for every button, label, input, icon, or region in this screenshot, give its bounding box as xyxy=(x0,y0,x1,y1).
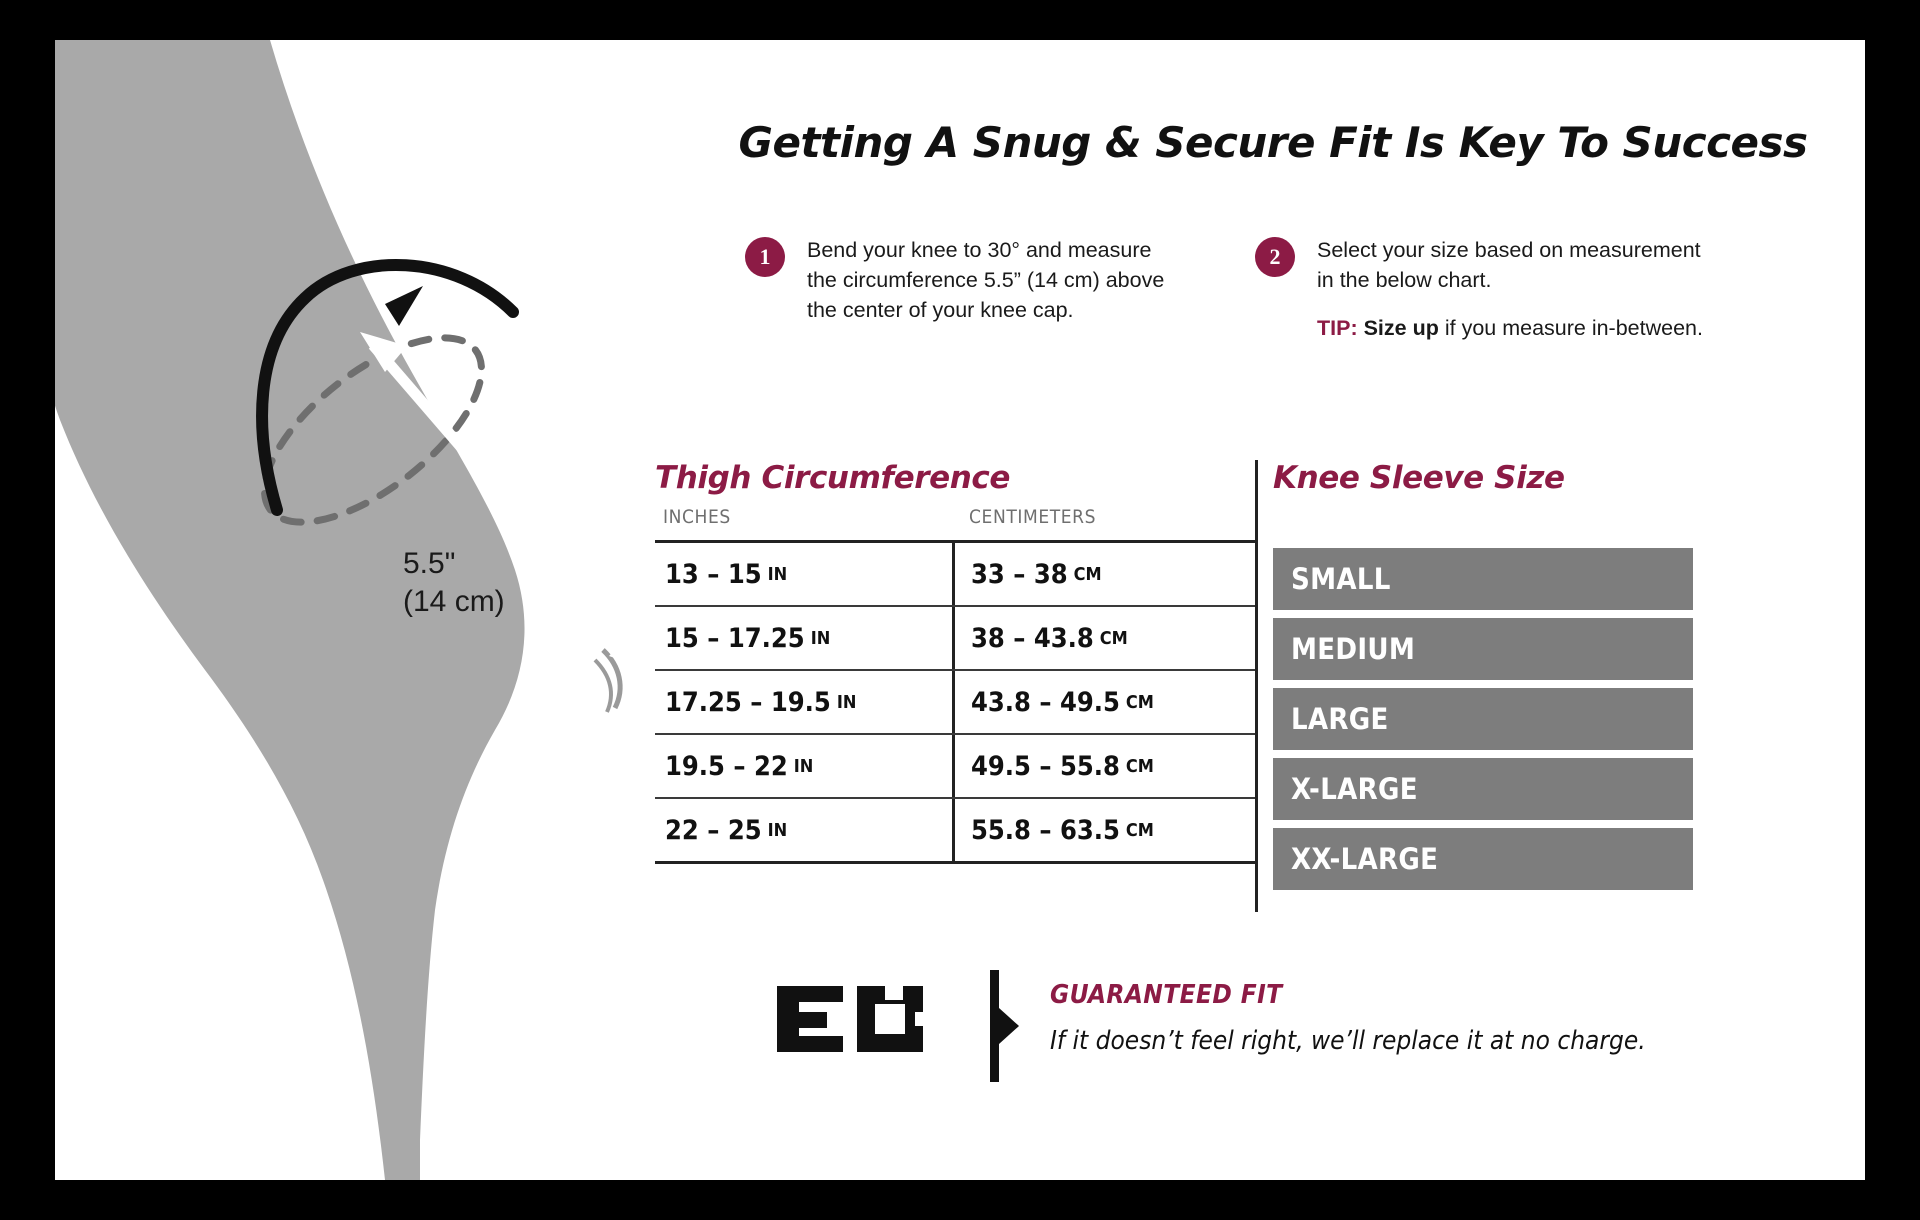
table-row xyxy=(655,735,1255,799)
knee-sleeve-size-title: Knee Sleeve Size xyxy=(1273,460,1565,496)
cell-inches-unit: IN xyxy=(810,627,831,649)
tip-rest: if you measure in-between. xyxy=(1444,316,1703,340)
cell-cm xyxy=(955,799,1255,861)
thigh-circumference-table xyxy=(655,460,1255,864)
page-title: Getting A Snug & Secure Fit Is Key To Success xyxy=(738,118,1808,167)
offset-callout-inches: 5.5" xyxy=(403,547,456,580)
knee-sleeve-size-table xyxy=(1273,460,1693,890)
cell-inches-unit: IN xyxy=(793,755,814,777)
step-2 xyxy=(1255,235,1715,343)
size-row-large xyxy=(1273,688,1693,750)
cell-cm xyxy=(955,607,1255,669)
kneecap-contour-2 xyxy=(595,660,611,712)
cell-inches-value: 13 – 15 xyxy=(665,558,762,590)
cell-cm-unit: CM xyxy=(1125,755,1154,777)
leg-diagram-svg xyxy=(55,40,675,1180)
cell-inches-unit: IN xyxy=(836,691,857,713)
tip-bold: Size up xyxy=(1363,316,1439,340)
measure-tape-arrowhead xyxy=(385,286,423,326)
footer-arrow-icon xyxy=(999,1008,1019,1044)
cell-cm xyxy=(955,543,1255,605)
cell-inches xyxy=(655,799,955,861)
size-label: XX-LARGE xyxy=(1291,842,1439,876)
cell-inches-value: 19.5 – 22 xyxy=(665,750,788,782)
size-row-medium xyxy=(1273,618,1693,680)
step-1-text: Bend your knee to 30° and measure the circumference 5.5” (14 cm) above the center of your knee cap. xyxy=(807,238,1165,322)
cell-inches-value: 17.25 – 19.5 xyxy=(665,686,831,718)
cell-inches-value: 22 – 25 xyxy=(665,814,762,846)
cell-cm-value: 55.8 – 63.5 xyxy=(971,814,1120,846)
size-row-small xyxy=(1273,548,1693,610)
tip-label: TIP: xyxy=(1317,316,1358,340)
unit-header-row xyxy=(655,506,1255,543)
size-label: LARGE xyxy=(1291,702,1389,736)
go-logo-icon xyxy=(765,978,935,1058)
table-row xyxy=(655,607,1255,671)
cell-inches xyxy=(655,671,955,733)
step-1 xyxy=(745,235,1175,325)
footer-divider-bar xyxy=(990,970,999,1082)
step-1-badge: 1 xyxy=(745,237,785,277)
content-column xyxy=(655,40,1865,1180)
offset-callout xyxy=(403,545,505,621)
unit-header-centimeters: CENTIMETERS xyxy=(969,506,1097,528)
infographic-canvas xyxy=(55,40,1865,1180)
step-2-tip xyxy=(1317,313,1715,343)
cell-cm-unit: CM xyxy=(1099,627,1128,649)
cell-inches xyxy=(655,543,955,605)
size-label: MEDIUM xyxy=(1291,632,1416,666)
size-row-xx-large xyxy=(1273,828,1693,890)
cell-cm-unit: CM xyxy=(1073,563,1102,585)
size-row-x-large xyxy=(1273,758,1693,820)
step-2-text: Select your size based on measurement in the below chart. xyxy=(1317,238,1701,292)
table-row xyxy=(655,799,1255,864)
size-header-spacer xyxy=(1273,506,1693,548)
cell-cm xyxy=(955,735,1255,797)
brand-logo xyxy=(765,978,935,1058)
cell-cm-unit: CM xyxy=(1125,819,1154,841)
table-row xyxy=(655,543,1255,607)
guarantee-footer xyxy=(755,970,1815,1090)
guarantee-subtitle: If it doesn’t feel right, we’ll replace it at no charge. xyxy=(1050,1026,1646,1056)
cell-cm xyxy=(955,671,1255,733)
cell-cm-value: 49.5 – 55.8 xyxy=(971,750,1120,782)
cell-cm-value: 33 – 38 xyxy=(971,558,1068,590)
cell-inches xyxy=(655,607,955,669)
size-label: X-LARGE xyxy=(1291,772,1418,806)
leg-illustration xyxy=(55,40,675,1180)
cell-inches-value: 15 – 17.25 xyxy=(665,622,805,654)
cell-cm-unit: CM xyxy=(1125,691,1154,713)
offset-callout-cm: (14 cm) xyxy=(403,585,505,618)
size-label: SMALL xyxy=(1291,562,1391,596)
cell-inches xyxy=(655,735,955,797)
table-divider xyxy=(1255,460,1258,912)
table-row xyxy=(655,671,1255,735)
guarantee-title: GUARANTEED FIT xyxy=(1050,980,1283,1010)
unit-header-inches: INCHES xyxy=(663,506,731,528)
cell-cm-value: 43.8 – 49.5 xyxy=(971,686,1120,718)
thigh-circumference-title: Thigh Circumference xyxy=(655,460,1011,496)
step-2-badge: 2 xyxy=(1255,237,1295,277)
cell-cm-value: 38 – 43.8 xyxy=(971,622,1094,654)
cell-inches-unit: IN xyxy=(767,563,788,585)
cell-inches-unit: IN xyxy=(767,819,788,841)
